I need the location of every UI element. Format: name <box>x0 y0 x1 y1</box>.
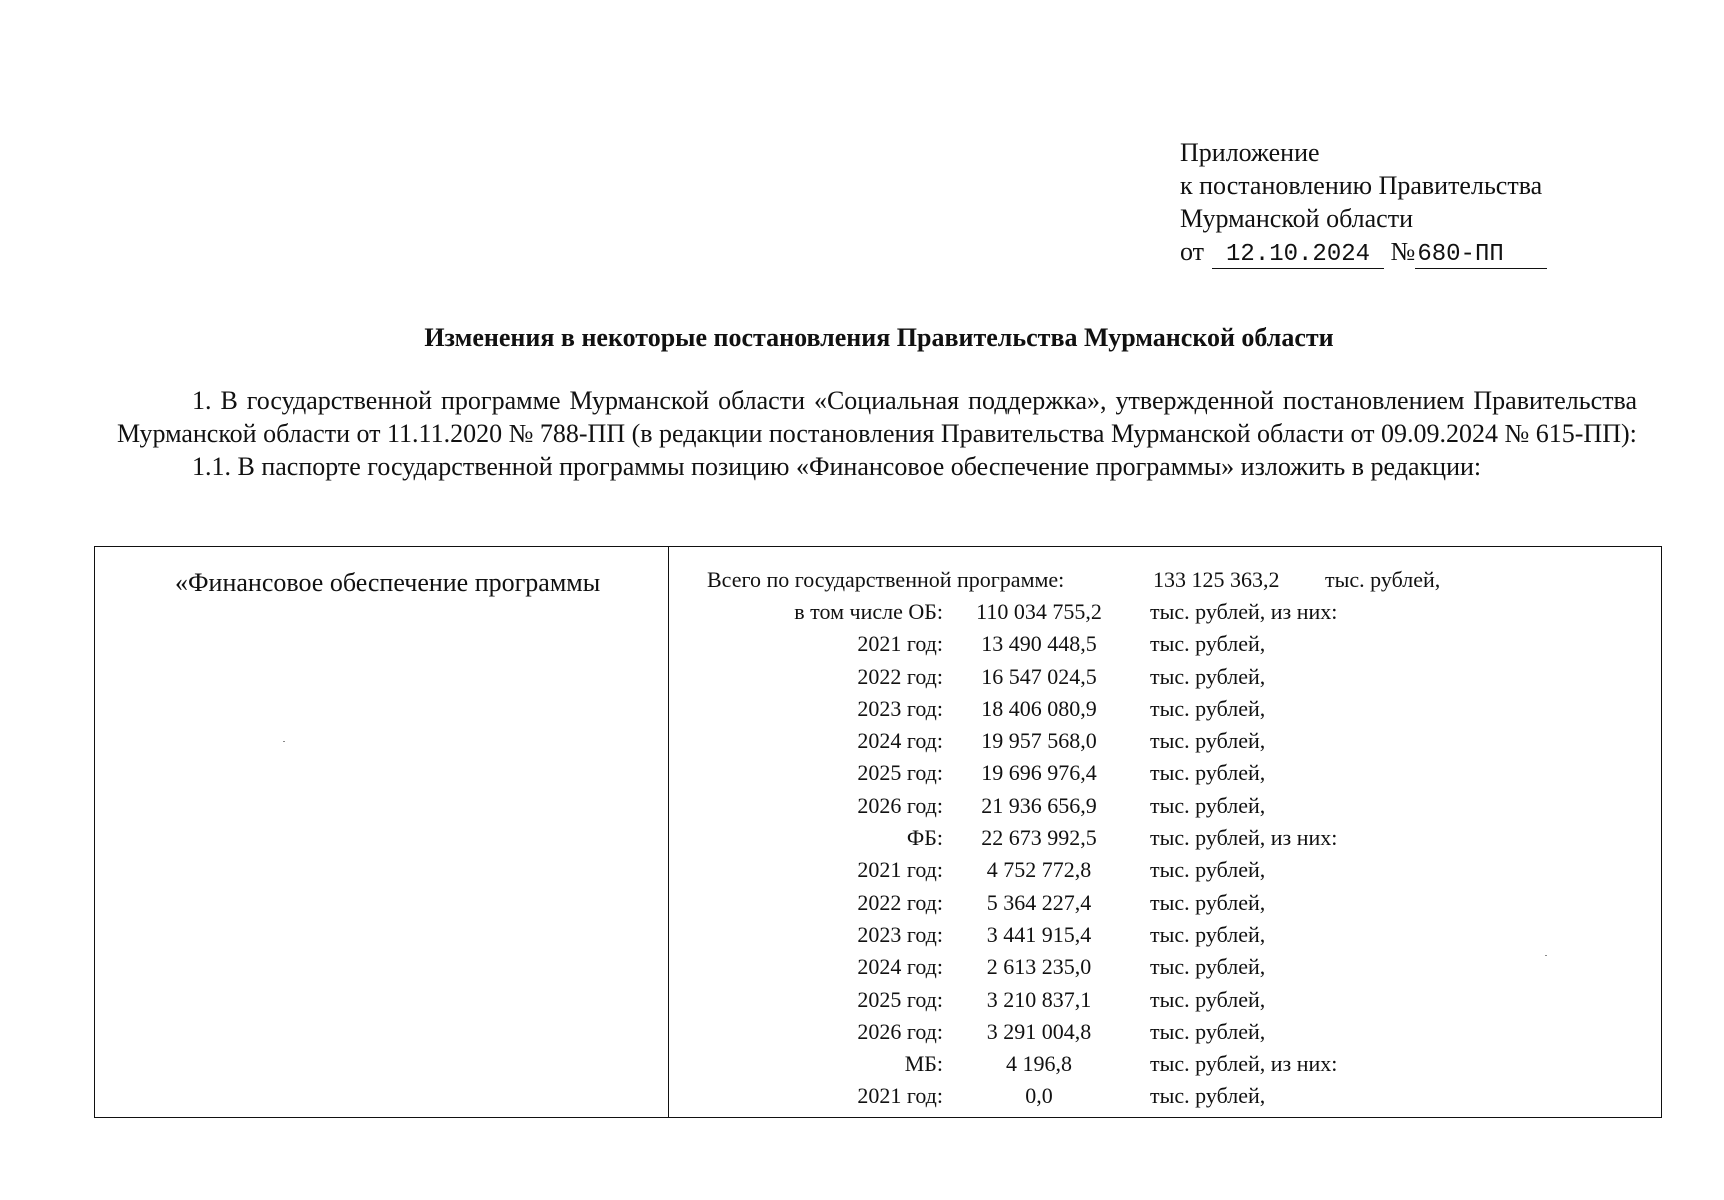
financing-row-label: 2021 год: <box>857 857 943 883</box>
appendix-date-line <box>1180 235 1547 269</box>
financing-row-unit: тыс. рублей, <box>1150 631 1266 657</box>
financing-row-value: 5 364 227,4 <box>986 889 1092 915</box>
financing-row-label: 2021 год: <box>857 631 943 657</box>
financing-row-label: 2024 год: <box>857 954 943 980</box>
financing-row-value: 0,0 <box>1025 1083 1053 1109</box>
financing-row-value: 18 406 080,9 <box>981 695 1097 721</box>
financing-row-value: 3 210 837,1 <box>986 986 1092 1012</box>
financing-row-value: 2 613 235,0 <box>986 954 1092 980</box>
financing-row-unit: тыс. рублей, <box>1150 1018 1266 1044</box>
financing-row-unit: тыс. рублей, <box>1150 889 1266 915</box>
financing-row-unit: тыс. рублей, <box>1150 921 1266 947</box>
financing-row-unit: тыс. рублей, <box>1150 792 1266 818</box>
financing-row-label: 2026 год: <box>857 1018 943 1044</box>
financing-row-value: 19 957 568,0 <box>981 728 1097 754</box>
document-body <box>117 384 1637 483</box>
financing-row <box>669 629 1569 661</box>
financing-row <box>669 823 1569 855</box>
financing-row <box>669 1017 1569 1049</box>
financing-row <box>669 985 1569 1017</box>
financing-row-label: 2023 год: <box>857 695 943 721</box>
financing-row-value: 13 490 448,5 <box>981 631 1097 657</box>
financing-row-unit: тыс. рублей, <box>1150 728 1266 754</box>
financing-row <box>669 1081 1569 1113</box>
paragraph-1-1: 1.1. В паспорте государственной программы позицию «Финансовое обеспечение программы» изложить в редакции: <box>192 452 1482 481</box>
financing-row <box>669 597 1569 629</box>
number-prefix: № <box>1390 237 1416 266</box>
financing-row <box>669 888 1569 920</box>
financing-row <box>669 920 1569 952</box>
appendix-line-2: к постановлению Правительства <box>1180 171 1543 200</box>
date-prefix: от <box>1180 237 1205 266</box>
financing-row-label: МБ: <box>904 1051 943 1077</box>
financing-row-value: 22 673 992,5 <box>981 825 1097 851</box>
financing-row-label: в том числе ОБ: <box>794 599 943 624</box>
financing-row-value: 4 752 772,8 <box>986 857 1092 883</box>
financing-row-value: 19 696 976,4 <box>981 760 1097 786</box>
total-unit: тыс. рублей, <box>1325 567 1441 592</box>
total-label: Всего по государственной программе: <box>707 567 1065 592</box>
financing-row-value: 4 196,8 <box>1006 1051 1072 1077</box>
financing-row-label: 2022 год: <box>857 663 943 689</box>
financing-row <box>669 662 1569 694</box>
financing-row-value: 110 034 755,2 <box>976 599 1102 624</box>
document-title: Изменения в некоторые постановления Правительства Мурманской области <box>424 323 1334 352</box>
financing-row-unit: тыс. рублей, <box>1150 857 1266 883</box>
financing-row-label: 2026 год: <box>857 792 943 818</box>
financing-row <box>669 952 1569 984</box>
decree-date: 12.10.2024 <box>1212 242 1384 269</box>
financing-row-unit: тыс. рублей, <box>1150 663 1266 689</box>
paragraph-1: 1. В государственной программе Мурманской области «Социальная поддержка», утвержденной постановлением Правительства Мурманской области от 11.11.2020 № 788-ПП (в редакции постановления Правительства Мурманской области от 09.09.2024 № 615-ПП): <box>117 386 1637 448</box>
financing-row <box>669 758 1569 790</box>
financing-rows <box>669 597 1569 1114</box>
financing-row <box>669 791 1569 823</box>
financing-row-unit: тыс. рублей, <box>1150 695 1266 721</box>
appendix-line-3: Мурманской области <box>1180 204 1413 233</box>
financing-row-unit: тыс. рублей, <box>1150 760 1266 786</box>
decree-number: 680-ПП <box>1415 242 1547 269</box>
financing-row-unit: тыс. рублей, <box>1150 986 1266 1012</box>
financing-row-unit: тыс. рублей, <box>1150 954 1266 980</box>
financing-row-unit: тыс. рублей, из них: <box>1150 825 1338 851</box>
financing-row-label: 2024 год: <box>857 728 943 754</box>
financing-row-label: ФБ: <box>906 825 943 851</box>
financing-row-value: 3 441 915,4 <box>986 921 1092 947</box>
financing-row-value: 3 291 004,8 <box>986 1018 1092 1044</box>
financing-row-unit: тыс. рублей, из них: <box>1150 599 1338 624</box>
financing-row-label: 2025 год: <box>857 760 943 786</box>
financing-row-label: 2025 год: <box>857 986 943 1012</box>
scan-speck <box>283 741 285 742</box>
financing-row <box>669 855 1569 887</box>
financing-row-label: 2023 год: <box>857 921 943 947</box>
financing-row <box>669 1049 1569 1081</box>
appendix-line-1: Приложение <box>1180 138 1320 167</box>
financing-row <box>669 694 1569 726</box>
financing-row-label: 2021 год: <box>857 1083 943 1109</box>
financing-row <box>669 726 1569 758</box>
financing-row-value: 16 547 024,5 <box>981 663 1097 689</box>
financing-table <box>94 546 1662 1118</box>
total-value: 133 125 363,2 <box>1153 567 1280 592</box>
financing-row-unit: тыс. рублей, из них: <box>1150 1051 1338 1077</box>
appendix-header <box>1180 136 1547 269</box>
financing-row-value: 21 936 656,9 <box>981 792 1097 818</box>
financing-row-unit: тыс. рублей, <box>1150 1083 1266 1109</box>
financing-position-label: «Финансовое обеспечение программы <box>175 568 601 597</box>
financing-row-label: 2022 год: <box>857 889 943 915</box>
